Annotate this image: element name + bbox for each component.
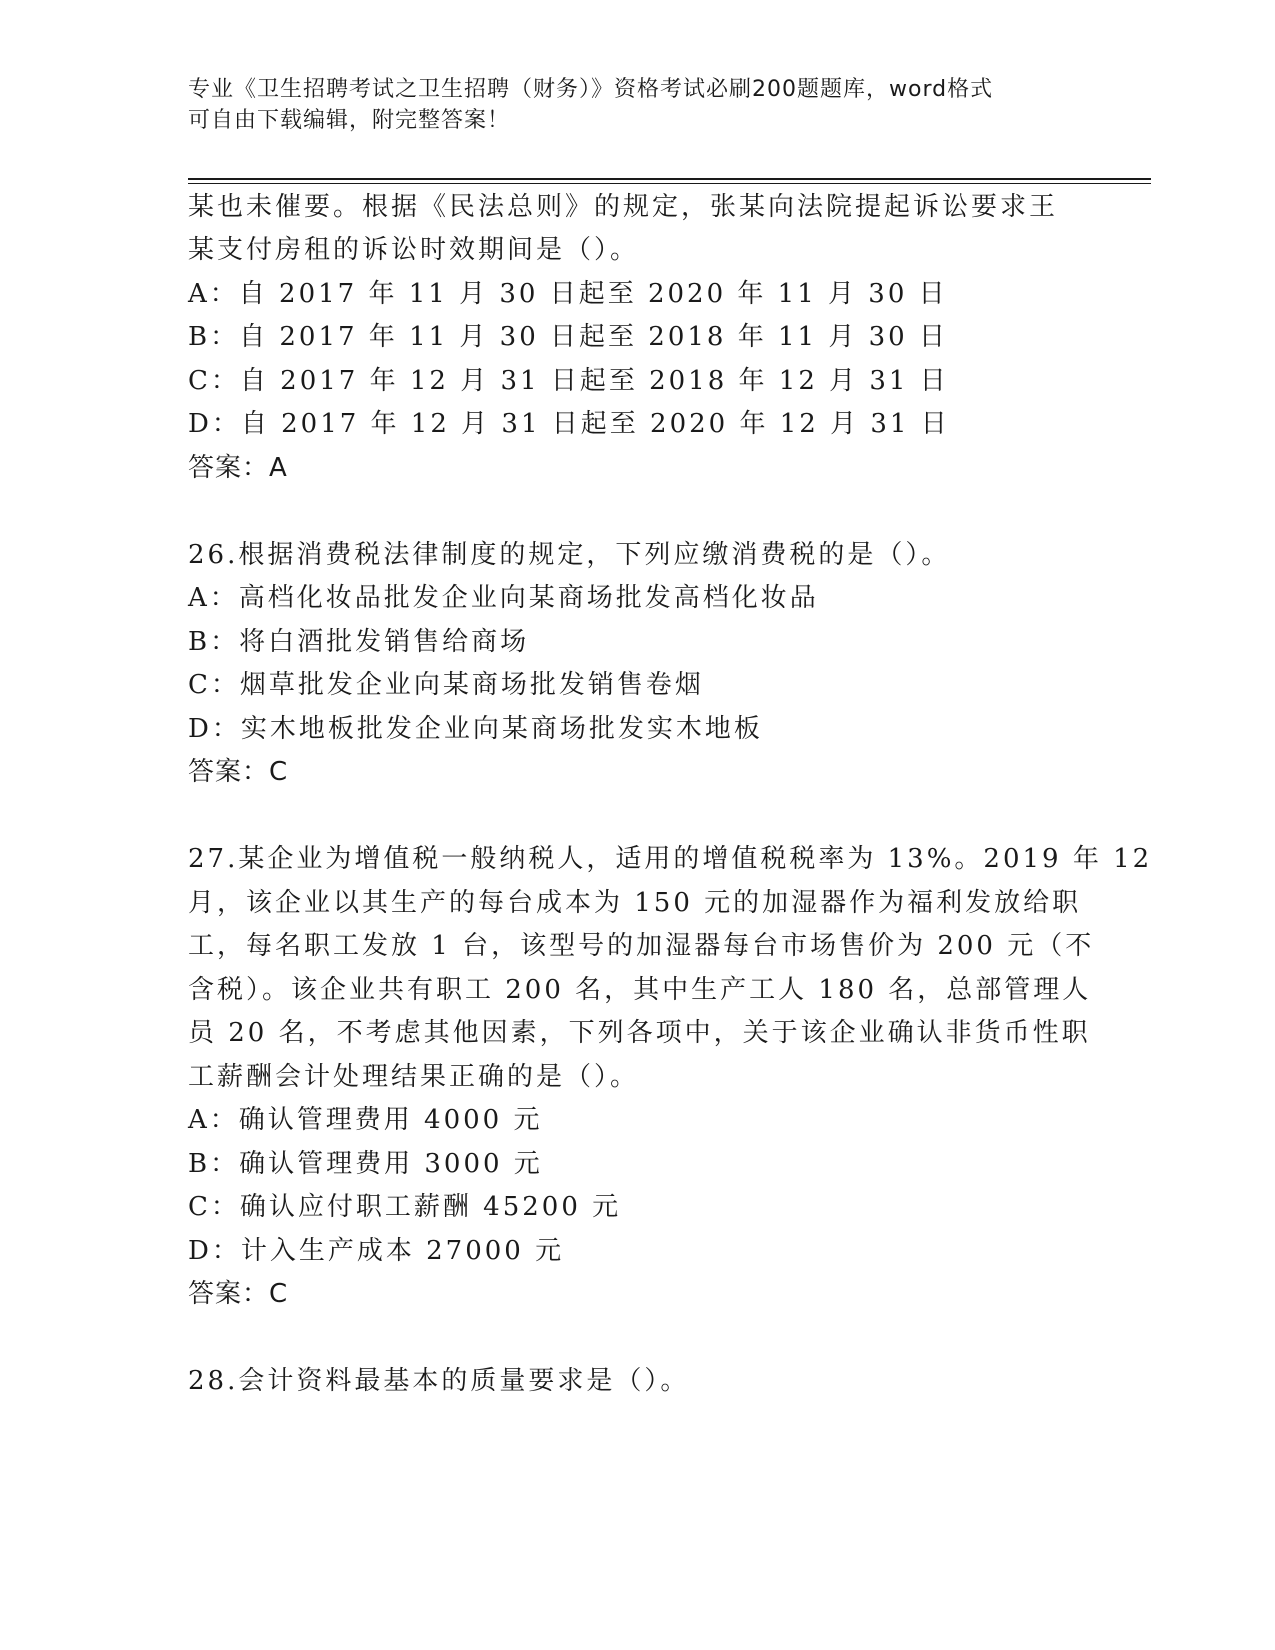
q25-stem-line-1: 某也未催要。根据《民法总则》的规定，张某向法院提起诉讼要求王 (188, 192, 1059, 222)
document-header (188, 74, 1088, 136)
header-rule-thin (188, 183, 1151, 184)
q27-answer: 答案：C (188, 1279, 289, 1309)
q25-option-a: A：自 2017 年 11 月 30 日起至 2020 年 11 月 30 日 (188, 279, 948, 309)
q27-option-a: A：确认管理费用 4000 元 (188, 1105, 543, 1135)
q27-stem-line-6: 工薪酬会计处理结果正确的是（）。 (188, 1062, 640, 1092)
header-line-1: 专业《卫生招聘考试之卫生招聘（财务）》资格考试必刷200题题库，word格式 (188, 77, 994, 102)
q27-option-c: C：确认应付职工薪酬 45200 元 (188, 1192, 622, 1222)
q26-answer: 答案：C (188, 757, 289, 787)
header-rule-thick (188, 178, 1151, 180)
q25-answer: 答案：A (188, 453, 288, 483)
q27-stem-line-4: 含税）。该企业共有职工 200 名，其中生产工人 180 名，总部管理人 (188, 975, 1092, 1005)
q25-option-d: D：自 2017 年 12 月 31 日起至 2020 年 12 月 31 日 (188, 409, 950, 439)
q27-stem-line-2: 月，该企业以其生产的每台成本为 150 元的加湿器作为福利发放给职 (188, 888, 1082, 918)
q27-stem-line-1: 27.某企业为增值税一般纳税人，适用的增值税税率为 13%。2019 年 12 (188, 844, 1153, 874)
q27-stem-line-5: 员 20 名，不考虑其他因素，下列各项中，关于该企业确认非货币性职 (188, 1018, 1091, 1048)
q26-option-d: D：实木地板批发企业向某商场批发实木地板 (188, 714, 763, 744)
q28-stem: 28.会计资料最基本的质量要求是（）。 (188, 1366, 690, 1396)
q27-option-b: B：确认管理费用 3000 元 (188, 1149, 543, 1179)
q27-stem-line-3: 工，每名职工发放 1 台，该型号的加湿器每台市场售价为 200 元（不 (188, 931, 1095, 961)
q26-option-b: B：将白酒批发销售给商场 (188, 627, 530, 657)
q26-option-c: C：烟草批发企业向某商场批发销售卷烟 (188, 670, 704, 700)
q25-stem-line-2: 某支付房租的诉讼时效期间是（）。 (188, 235, 640, 265)
q26-option-a: A：高档化妆品批发企业向某商场批发高档化妆品 (188, 583, 819, 613)
q25-option-b: B：自 2017 年 11 月 30 日起至 2018 年 11 月 30 日 (188, 322, 948, 352)
q26-stem: 26.根据消费税法律制度的规定，下列应缴消费税的是（）。 (188, 540, 951, 570)
header-line-2: 可自由下载编辑，附完整答案！ (188, 108, 511, 133)
q27-option-d: D：计入生产成本 27000 元 (188, 1236, 565, 1266)
q25-option-c: C：自 2017 年 12 月 31 日起至 2018 年 12 月 31 日 (188, 366, 949, 396)
